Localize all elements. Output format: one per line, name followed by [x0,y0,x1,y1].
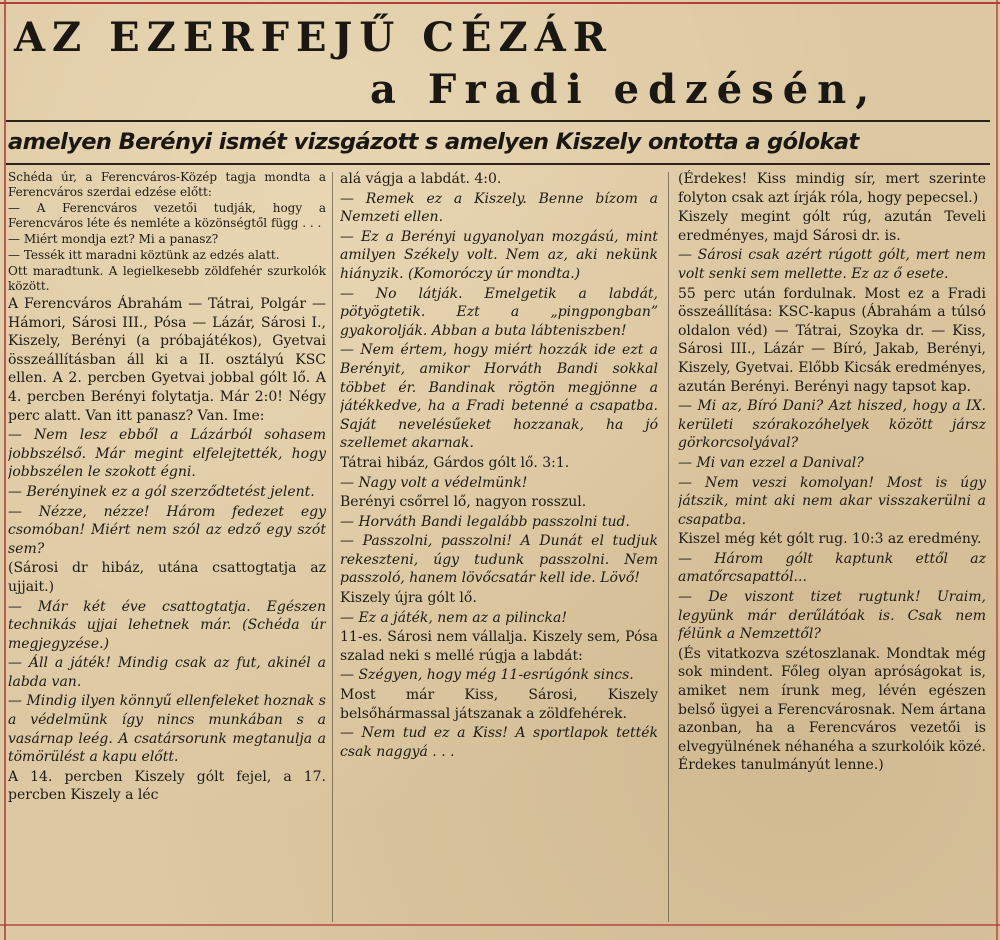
article-paragraph: — Mi az, Bíró Dani? Azt hiszed, hogy a IX. kerületi szórakozóhelyek között jársz görkorcsolyával? [678,398,986,452]
article-paragraph: — Nézze, nézze! Három fedezet egy csomóban! Miért nem szól az edző egy szót sem? [8,503,326,557]
article-paragraph: — Passzolni, passzolni! A Dunát el tudjuk rekeszteni, úgy tudunk passzolni. Nem passzoló, hanem lövőcsatár kell ide. Lövő! [340,533,658,587]
article-paragraph: — Berényinek ez a gól szerződtetést jelent. [8,483,315,500]
headline-rule-bottom [6,163,990,165]
article-paragraph: (Érdekes! Kiss mindig sír, mert szerinte folyton csak azt írják róla, hogy pepecsel.) [678,171,986,206]
article-paragraph: — Nem értem, hogy miért hozzák ide ezt a Berényit, amikor Horváth Bandi sokkal többet ér. Bandinak rögtön megjönne a játékkedve, ha a Fradi betenné a csapatba. Saját nevelésűeket hozzanak, ha jó szellemet akarnak. [340,342,658,452]
article-paragraph: Kiszely újra gólt lő. [340,590,477,607]
article-paragraph: — Áll a játék! Mindig csak az fut, akinél a labda van. [8,655,326,690]
article-paragraph: — Remek ez a Kiszely. Benne bízom a Nemzeti ellen. [340,190,658,226]
article-paragraph: — Miért mondja ezt? Mi a panasz? [8,232,219,246]
article-column-3 [678,170,986,930]
article-paragraph: — Szégyen, hogy még 11-esrúgónk sincs. [340,667,634,684]
article-paragraph: A Ferencváros Ábrahám — Tátrai, Polgár — Hámori, Sárosi III., Pósa — Lázár, Sárosi I., Kiszely, Berényi (a próbajátékos), Gyetvai összeállításban áll ki a II. osztályú KSC ellen. A 2. percben Gyetvai jobbal gólt lő. A 4. percben Berényi folytatja. Már 2:0! Négy perc alatt. Van itt panasz? Van. Ime: [8,296,326,424]
article-paragraph: — A Ferencváros vezetői tudják, hogy a Ferencváros léte és nemléte a közönségtől függ . . . [8,201,326,230]
article-paragraph: Ott maradtunk. A legielkesebb zöldfehér szurkolók között. [8,264,326,293]
article-paragraph: Schéda úr, a Ferencváros-Közép tagja mondta a Ferencváros szerdai edzése előtt: [8,170,326,199]
headline-line-2: a Fradi edzésén, [370,66,879,113]
article-paragraph: — Nem veszi komolyan! Most is úgy játszik, mint aki nem akar visszakerülni a csapatba. [678,474,986,528]
article-column-2 [340,170,658,930]
article-paragraph: — Mi van ezzel a Danival? [678,454,864,471]
article-paragraph: — Nem tud ez a Kiss! A sportlapok tették csak naggyá . . . [340,725,658,760]
article-paragraph: Kiszel még két gólt rug. 10:3 az eredmény. [678,531,982,548]
article-paragraph: — Mindig ilyen könnyű ellenfeleket hoznak s a védelmünk így nincs munkában s a vasárnap leég. A csatársorunk megtanulja a tömörülést a kapu előtt. [8,693,326,766]
article-paragraph: Most már Kiss, Sárosi, Kiszely belsőhármassal játszanak a zöldfehérek. [340,687,658,722]
article-paragraph: Tátrai hibáz, Gárdos gólt lő. 3:1. [340,454,570,471]
article-paragraph: — Nagy volt a védelmünk! [340,474,528,491]
article-paragraph: — Ez a játék, nem az a pilincka! [340,609,567,626]
article-paragraph: Berényi csőrrel lő, nagyon rosszul. [340,494,587,511]
page-border-left [4,0,6,940]
article-paragraph: (És vitatkozva szétoszlanak. Mondtak még sok mindent. Főleg olyan apróságokat is, amiket nem írunk meg, lévén egészen belső ügyei a Ferencvárosnak. Nem ártana azonban, ha a Ferencváros vezetői is elvegyülnének néhanéha a szurkolóik közé. Érdekes tanulmányút lenne.) [678,645,986,774]
article-paragraph: (Sárosi dr hibáz, utána csattogtatja az ujjait.) [8,560,326,595]
article-paragraph: — Sárosi csak azért rúgott gólt, mert nem volt senki sem mellette. Ez az ő esete. [678,247,986,282]
article-paragraph: — De viszont tizet rugtunk! Uraim, legyünk már derűlátóak is. Csak nem félünk a Nemzettől? [678,589,986,643]
article-paragraph: — Horváth Bandi legalább passzolni tud. [340,513,630,530]
page-border-top [0,2,1000,4]
article-paragraph: — Tessék itt maradni köztünk az edzés alatt. [8,248,280,262]
article-paragraph: — Nem lesz ebből a Lázárból sohasem jobbszélső. Már megint elfelejtették, hogy jobbszélen le szokott égni. [8,427,326,481]
headline-line-1: AZ EZERFEJŰ CÉZÁR [14,14,613,61]
article-paragraph: Kiszely megint gólt rúg, azután Teveli eredményes, majd Sárosi dr. is. [678,209,986,244]
article-paragraph: 55 perc után fordulnak. Most ez a Fradi összeállítása: KSC-kapus (Ábrahám a túlsó oldalon véd) — Tátrai, Szoyka dr. — Kiss, Sárosi III., Lázár — Bíró, Jakab, Berényi, Kiszely, Gyetvai. Előbb Kicsák eredményes, azután Berényi. Berényi nagy tapsot kap. [678,285,986,395]
article-paragraph: — Ez a Berényi ugyanolyan mozgású, mint amilyen Székely volt. Nem az, aki nekünk hiányzik. (Komoróczy úr mondta.) [340,228,658,282]
headline-rule-top [6,120,990,122]
article-column-1 [8,170,326,930]
article-paragraph: alá vágja a labdát. 4:0. [340,171,502,187]
article-paragraph: — Már két éve csattogtatja. Egészen technikás ujjai lehetnek már. (Schéda úr megjegyzése.) [8,598,326,652]
page-border-right [996,0,998,940]
column-divider [668,172,669,922]
article-paragraph: — No látják. Emelgetik a labdát, pötyögtetik. Ezt a „pingpongban” gyakorolják. Abban a buta lábteniszben! [340,285,658,339]
article-paragraph: A 14. percben Kiszely gólt fejel, a 17. percben Kiszely a léc [8,768,326,804]
column-divider [332,172,333,922]
article-paragraph: — Három gólt kaptunk ettől az amatőrcsapattól... [678,550,986,586]
article-subtitle: amelyen Berényi ismét vizsgázott s amelyen Kiszely ontotta a gólokat [8,129,859,155]
article-paragraph: 11-es. Sárosi nem vállalja. Kiszely sem, Pósa szalad neki s mellé rúgja a labdát: [340,629,658,664]
